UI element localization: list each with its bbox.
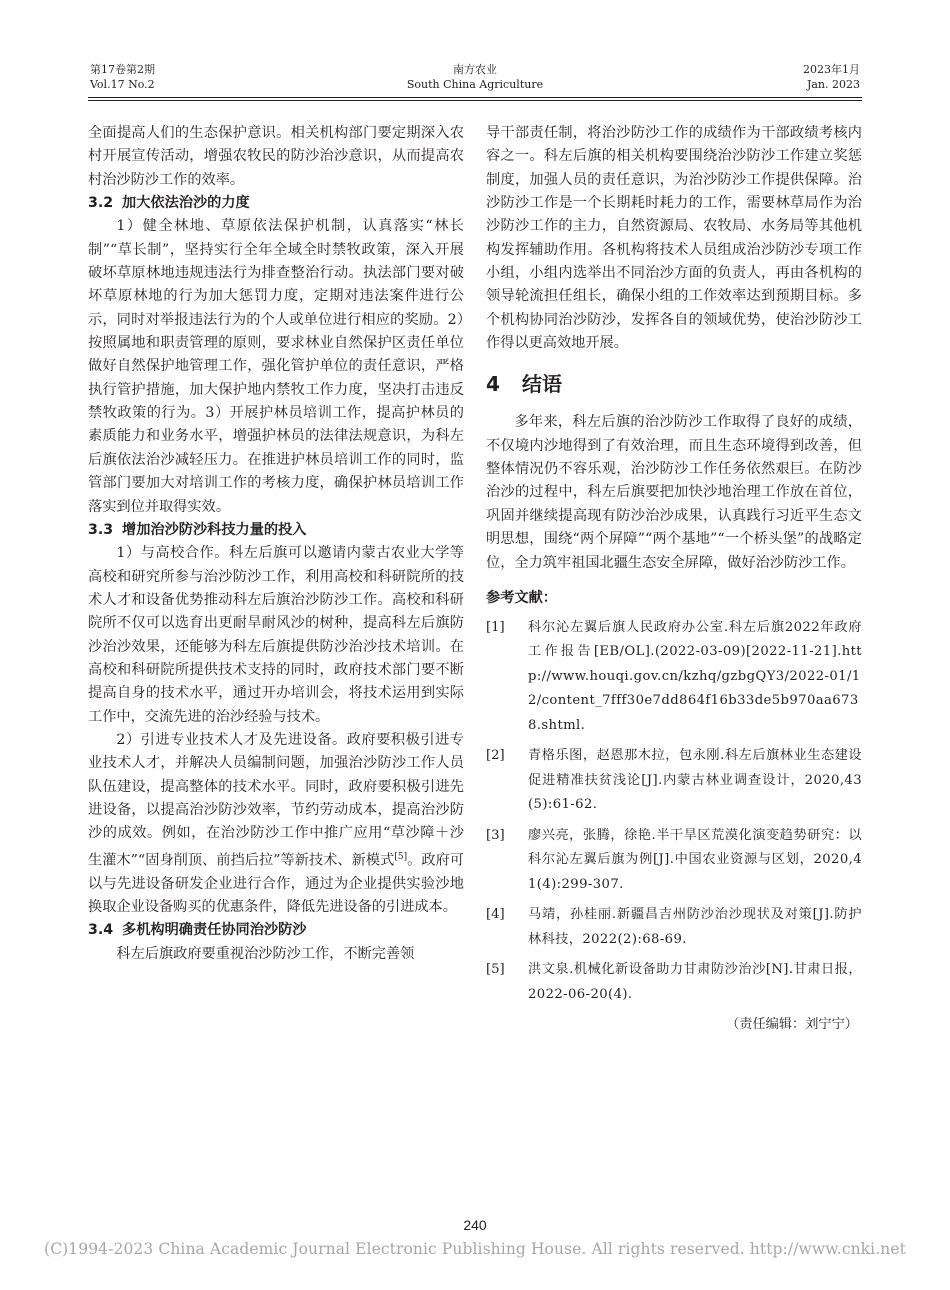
section-heading-3-2 xyxy=(88,192,464,215)
reference-item xyxy=(486,903,862,952)
section-title: 结语 xyxy=(522,372,562,397)
section-number: 3.4 xyxy=(88,922,114,939)
reference-number: [3] xyxy=(486,827,505,843)
header-rule-top xyxy=(88,97,862,98)
paragraph-text: 。政府可以与先进设备研发企业进行合作，通过为企业提供实验沙地换取企业设备购买的优惠条件，降低先进设备的引进成本。 xyxy=(88,852,464,916)
reference-item xyxy=(486,958,862,1007)
section-heading-3-4 xyxy=(88,919,464,942)
header-journal-cn: 南方农业 xyxy=(453,63,497,76)
header-volume-cn: 第17卷第2期 xyxy=(90,63,155,76)
header-date-en: Jan. 2023 xyxy=(806,78,860,91)
reference-text: 廖兴亮，张腾，徐艳.半干旱区荒漠化演变趋势研究：以科尔沁左翼后旗为例[J].中国农业资源与区划，2020,41(4):299-307. xyxy=(528,827,862,892)
header-journal-en: South China Agriculture xyxy=(406,78,544,91)
reference-list xyxy=(486,616,862,1008)
reference-text: 青格乐图，赵恩那木拉，包永刚.科左后旗林业生态建设促进精准扶贫浅论[J].内蒙古林业调查设计，2020,43(5):61-62. xyxy=(528,748,862,813)
paragraph: 科左后旗政府要重视治沙防沙工作，不断完善领 xyxy=(116,945,415,962)
paragraph: 导干部责任制，将治沙防沙工作的成绩作为干部政绩考核内容之一。科左后旗的相关机构要围绕治沙防沙工作建立奖惩制度，加强人员的责任意识，为治沙防沙工作提供保障。治沙防沙工作是一个长期耗时耗力的工作，需要林草局作为治沙防沙工作的主力，自然资源局、农牧局、水务局等其他机构发挥辅助作用。各机构将技术人员组成治沙防沙专项工作小组，小组内选举出不同治沙方面的负责人，再由各机构的领导轮流担任组长，确保小组的工作效率达到预期目标。多个机构协同治沙防沙，发挥各自的领域优势，使治沙防沙工作得以更高效地开展。 xyxy=(486,125,862,352)
section-heading-3-3 xyxy=(88,519,464,542)
reference-text: 马靖，孙桂丽.新疆昌吉州防沙治沙现状及对策[J].防护林科技，2022(2):68-69. xyxy=(528,907,862,947)
section-title: 多机构明确责任协同治沙防沙 xyxy=(122,922,307,939)
reference-text: 洪文泉.机械化新设备助力甘肃防沙治沙[N].甘肃日报，2022-06-20(4). xyxy=(528,962,862,1002)
header-date xyxy=(803,62,860,92)
reference-item xyxy=(486,744,862,818)
paragraph xyxy=(88,729,464,919)
reference-number: [2] xyxy=(486,748,505,764)
reference-number: [1] xyxy=(486,619,505,635)
paragraph: 多年来，科左后旗的治沙防沙工作取得了良好的成绩，不仅境内沙地得到了有效治理，而且生态环境得到改善，但整体情况仍不容乐观，治沙防沙工作任务依然艰巨。在防沙治沙的过程中，科左后旗要把加快沙地治理工作放在首位，巩固并继续提高现有防沙治沙成果，认真践行习近平生态文明思想，围绕“两个屏障”“两个基地”“一个桥头堡”的战略定位，全力筑牢祖国北疆生态安全屏障，做好治沙防沙工作。 xyxy=(486,414,862,571)
paragraph: 1）与高校合作。科左后旗可以邀请内蒙古农业大学等高校和研究所参与治沙防沙工作，利用高校和科研院所的技术人才和设备优势推动科左后旗治沙防沙工作。高校和科研院所不仅可以选育出更耐旱耐风沙的树种，提高科左后旗防沙治沙效果，还能够为科左后旗提供防沙治沙技术培训。在高校和科研院所提供技术支持的同时，政府技术部门要不断提高自身的技术水平，通过开办培训会，将技术运用到实际工作中，交流先进的治沙经验与技术。 xyxy=(88,545,464,725)
reference-number: [4] xyxy=(486,907,505,923)
section-number: 4 xyxy=(486,372,500,397)
reference-number: [5] xyxy=(486,962,505,978)
page-number: 240 xyxy=(463,1217,487,1233)
paragraph: 全面提高人们的生态保护意识。相关机构部门要定期深入农村开展宣传活动，增强农牧民的防沙治沙意识，从而提高农村治沙防沙工作的效率。 xyxy=(88,125,464,188)
section-title: 增加治沙防沙科技力量的投入 xyxy=(122,521,307,538)
section-title: 加大依法治沙的力度 xyxy=(122,195,250,212)
left-column xyxy=(88,122,464,966)
section-number: 3.3 xyxy=(88,521,114,538)
header-rule-bottom xyxy=(88,100,862,101)
header-volume-en: Vol.17 No.2 xyxy=(90,78,155,91)
paragraph: 1）健全林地、草原依法保护机制，认真落实“林长制”“草长制”，坚持实行全年全域全时禁牧政策，深入开展破坏草原林地违规违法行为排查整治行动。执法部门要对破坏草原林地的行为加大惩罚力度，定期对违法案件进行公示，同时对举报违法行为的个人或单位进行相应的奖励。2）按照属地和职责管理的原则，要求林业自然保护区责任单位做好自然保护地管理工作，强化管护单位的责任意识，严格执行管护措施，加大保护地内禁牧工作力度，坚决打击违反禁牧政策的行为。3）开展护林员培训工作，提高护林员的素质能力和业务水平，增强护林员的法律法规意识，为科左后旗依法治沙减轻压力。在推进护林员培训工作的同时，监管部门要加大对培训工作的考核力度，确保护林员培训工作落实到位并取得实效。 xyxy=(88,218,464,515)
reference-item xyxy=(486,824,862,898)
right-column xyxy=(486,122,862,1037)
responsible-editor: （责任编辑：刘宁宁） xyxy=(726,1017,858,1033)
reference-text: 科尔沁左翼后旗人民政府办公室.科左后旗2022年政府工作报告[EB/OL].(2022-03-09)[2022-11-21].http://www.houqi.gov.cn/kzhq/gzbgQY3/2022-01/12/content_7fff30e7dd864f16b33de5b970aa6738.shtml. xyxy=(528,619,862,733)
citation-link[interactable]: [5] xyxy=(394,851,408,862)
section-heading-4 xyxy=(486,369,862,399)
paragraph-text: 2）引进专业技术人才及先进设备。政府要积极引进专业技术人才，并解决人员编制问题，加强治沙防沙工作人员队伍建设，提高整体的技术水平。同时，政府要积极引进先进设备，以提高治沙防沙效率，节约劳动成本，提高治沙防沙的成效。例如，在治沙防沙工作中推广应用“草沙障＋沙生灌木”“固身削顶、前挡后拉”等新技术、新模式 xyxy=(88,731,464,869)
references-heading: 参考文献： xyxy=(486,589,557,606)
header-date-cn: 2023年1月 xyxy=(803,63,860,76)
section-number: 3.2 xyxy=(88,195,114,212)
copyright-notice: (C)1994-2023 China Academic Journal Electronic Publishing House. All rights reserved. http://www.cnki.net xyxy=(44,1240,906,1258)
reference-item xyxy=(486,616,862,739)
